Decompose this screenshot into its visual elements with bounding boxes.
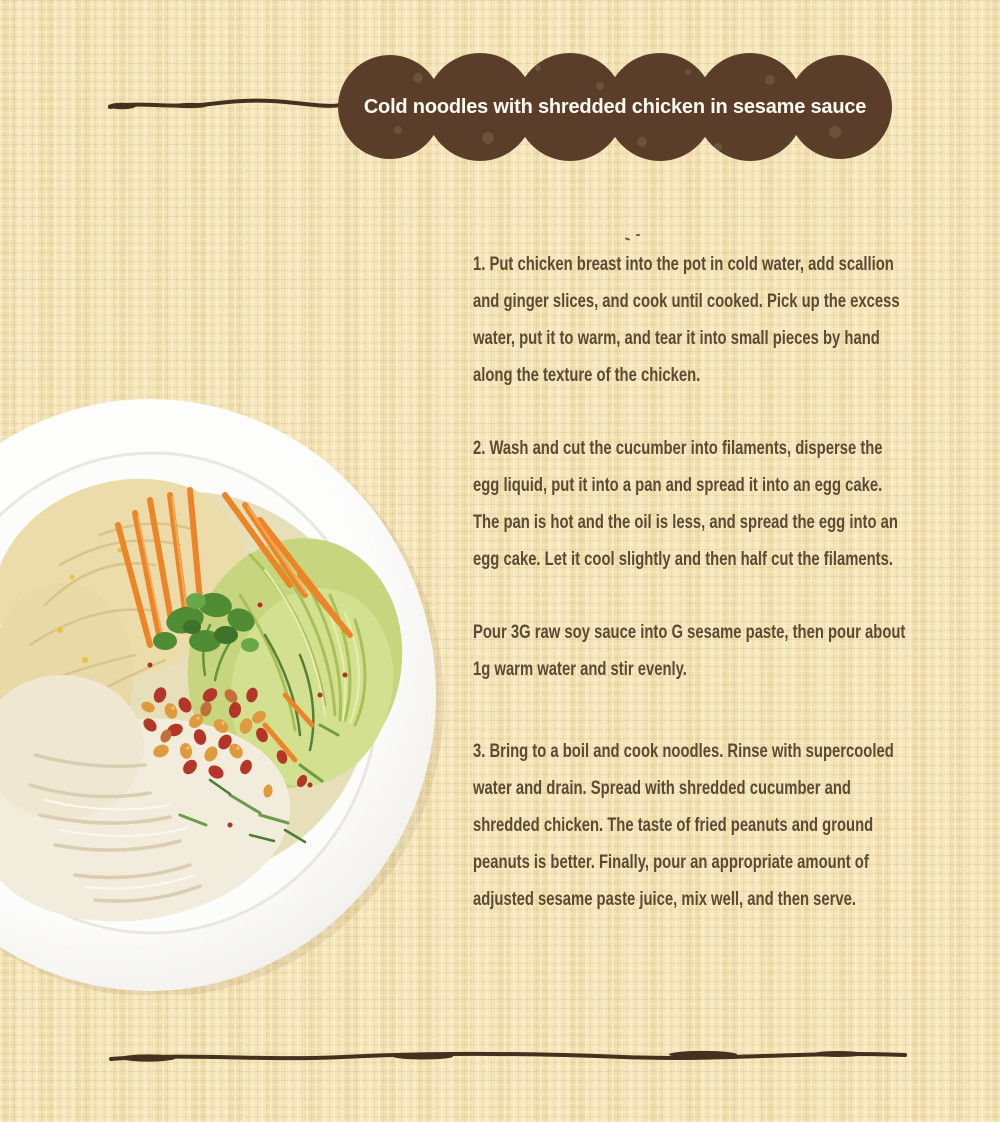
instruction-line: water, put it to warm, and tear it into small pieces by hand [473,327,880,349]
instruction-line: 1. Put chicken breast into the pot in cold water, add scallion [473,253,894,275]
instruction-line: egg cake. Let it cool slightly and then half cut the filaments. [473,548,893,570]
instruction-line: peanuts is better. Finally, pour an appropriate amount of [473,851,869,873]
instructions [473,246,905,918]
instruction-line: 1g warm water and stir evenly. [473,658,687,680]
ink-speck [625,237,630,240]
instruction-step-1 [473,246,905,394]
instruction-line: Pour 3G raw soy sauce into G sesame paste, then pour about [473,621,906,643]
instruction-line: The pan is hot and the oil is less, and spread the egg into an [473,511,898,533]
hand-drawn-line-left [100,90,352,120]
hand-drawn-line-bottom [103,1042,915,1070]
ink-speck [636,234,640,237]
recipe-title: Cold noodles with shredded chicken in sesame sauce [363,95,867,118]
dish-photo [0,395,470,995]
instruction-line: along the texture of the chicken. [473,364,701,386]
instruction-line: adjusted sesame paste juice, mix well, and then serve. [473,888,857,910]
instruction-line: water and drain. Spread with shredded cucumber and [473,777,851,799]
instruction-line: egg liquid, put it into a pan and spread it into an egg cake. [473,474,883,496]
instruction-line: shredded chicken. The taste of fried peanuts and ground [473,814,874,836]
title-banner [338,50,892,164]
instruction-step-2 [473,430,905,578]
instruction-step-sauce [473,614,905,688]
instruction-line: 2. Wash and cut the cucumber into filaments, disperse the [473,437,883,459]
instruction-line: 3. Bring to a boil and cook noodles. Rinse with supercooled [473,740,894,762]
instruction-line: and ginger slices, and cook until cooked. Pick up the excess [473,290,900,312]
instruction-step-3 [473,733,905,918]
